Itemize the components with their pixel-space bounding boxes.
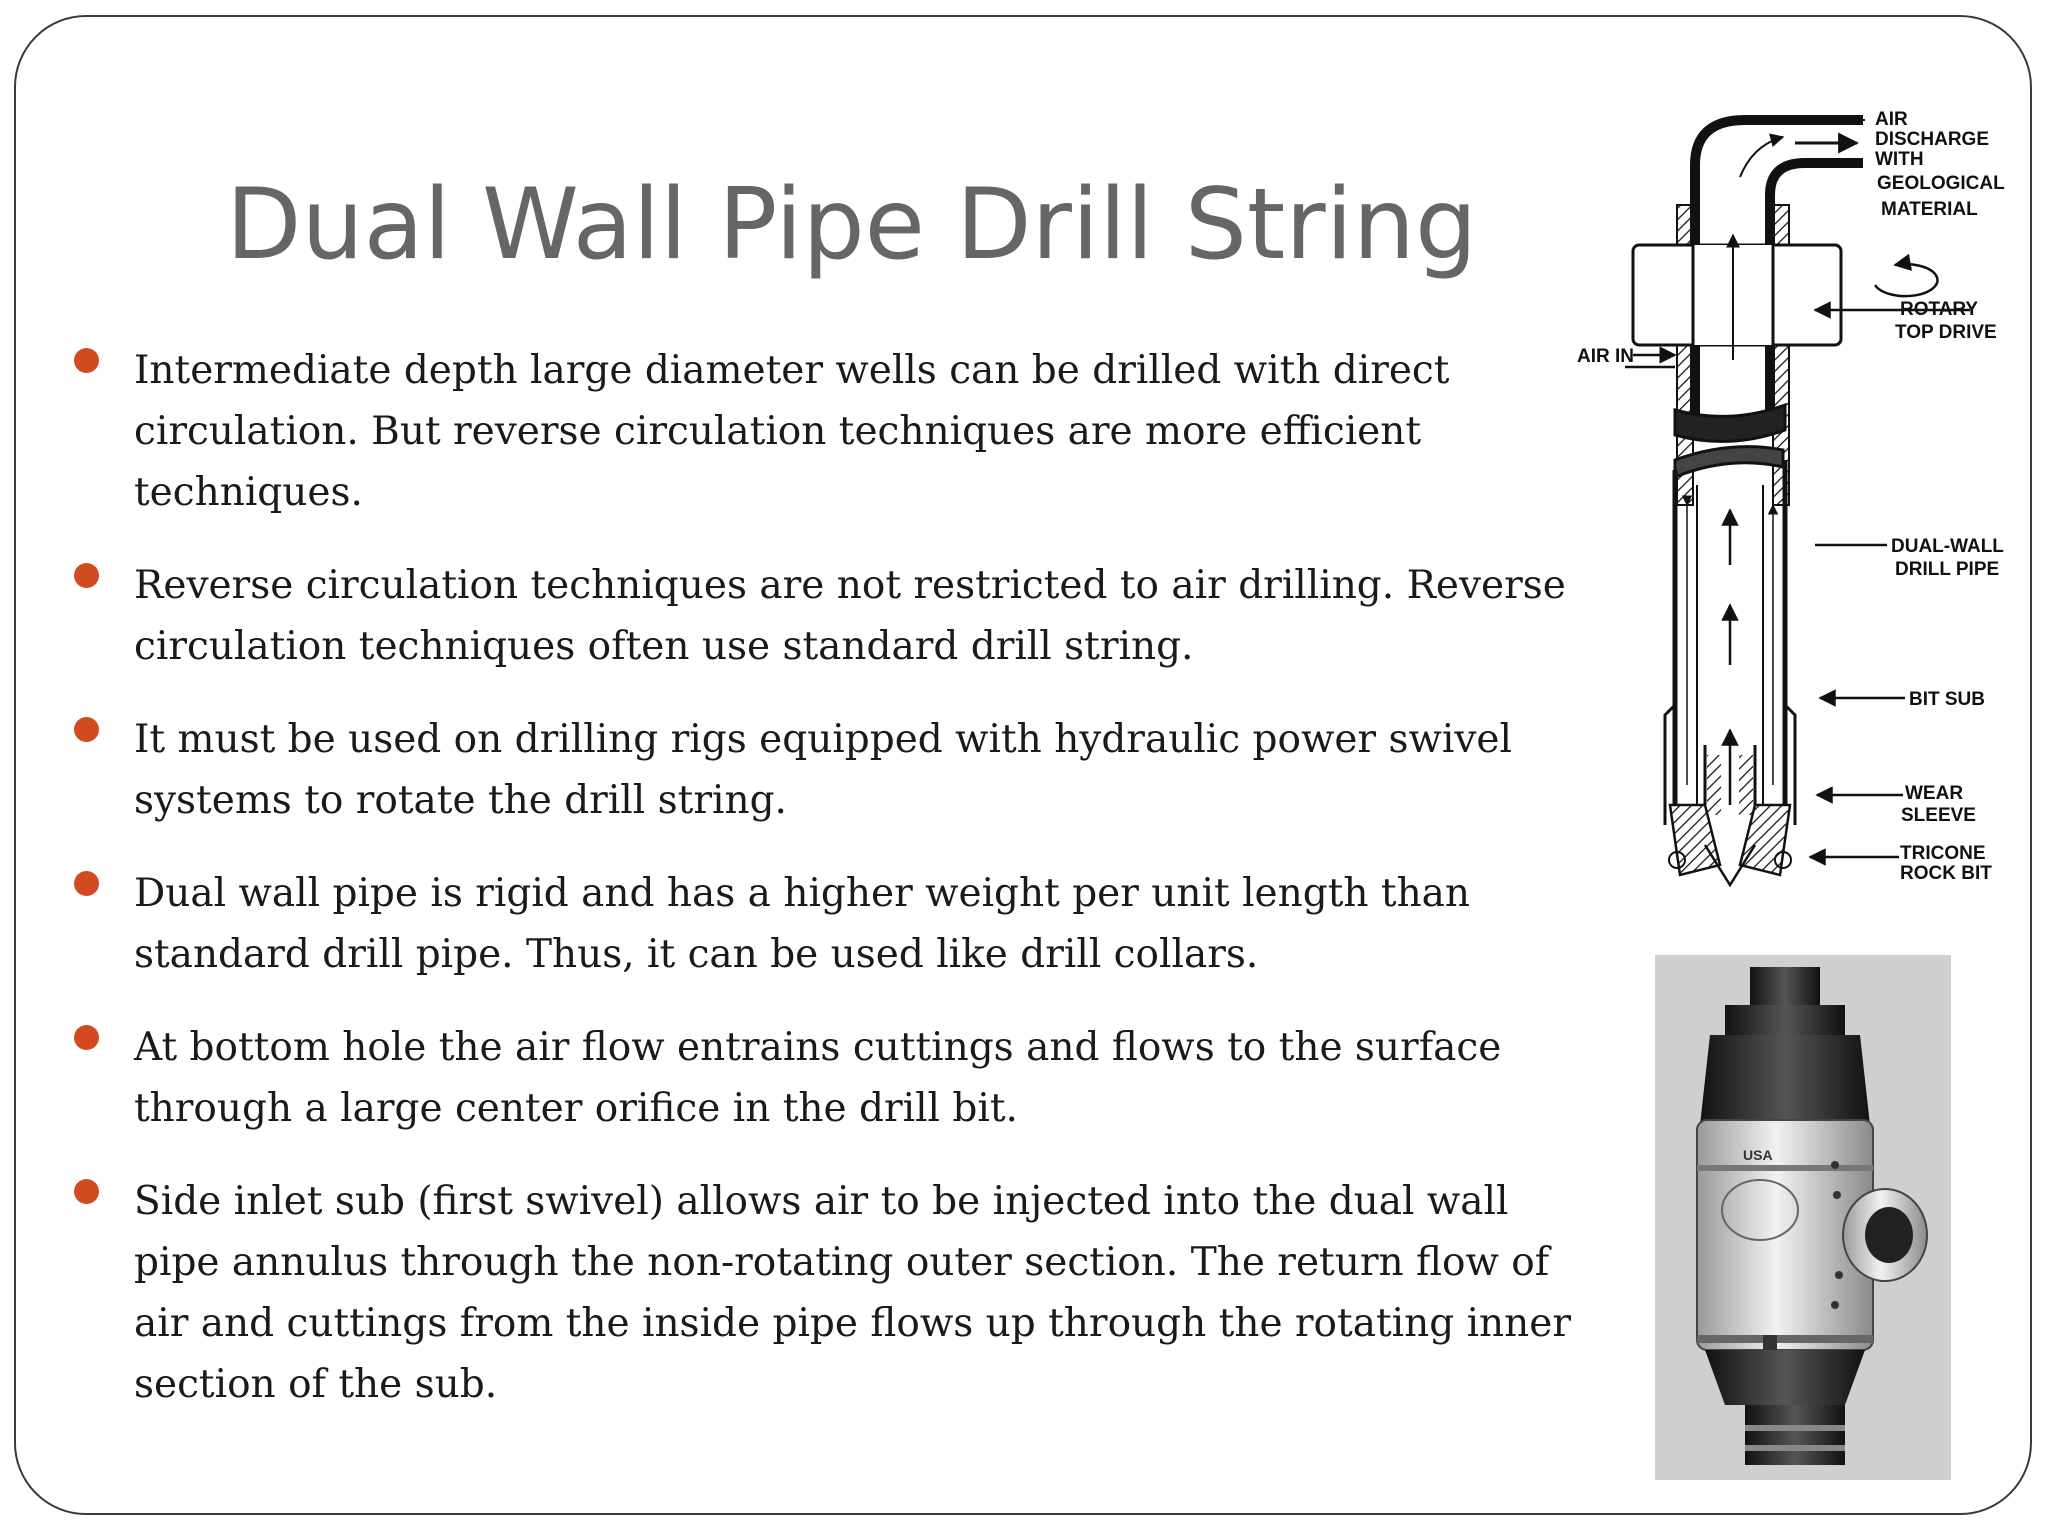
label-rotary-line2: TOP DRIVE: [1895, 322, 1997, 343]
bullet-item: [72, 340, 1572, 523]
label-air-discharge-line5: MATERIAL: [1881, 199, 1978, 220]
bullet-item: [72, 863, 1572, 985]
tricone-rock-bit: [1669, 805, 1791, 885]
bullet-dot-icon: [74, 563, 99, 588]
bullet-dot-icon: [74, 871, 99, 896]
label-wear-line1: WEAR: [1905, 783, 1964, 804]
bullet-text: It must be used on drilling rigs equipped with hydraulic power swivel systems to rotate the drill string.: [134, 717, 1512, 823]
label-air-discharge-line1: AIR: [1875, 109, 1908, 130]
bullet-text: Reverse circulation techniques are not restricted to air drilling. Reverse circulation techniques often use standard drill string.: [134, 563, 1566, 669]
bullet-item: [72, 709, 1572, 831]
bullet-text: Side inlet sub (first swivel) allows air to be injected into the dual wall pipe annulus through the non-rotating outer section. The return flow of air and cuttings from the inside pipe flows up through the rotating inner section of the sub.: [134, 1179, 1572, 1407]
bullet-dot-icon: [74, 348, 99, 373]
label-dual-wall-line2: DRILL PIPE: [1895, 559, 2000, 580]
bullet-dot-icon: [74, 717, 99, 742]
bullet-dot-icon: [74, 1179, 99, 1204]
label-bit-sub: BIT SUB: [1909, 689, 1985, 710]
sub-marking-usa: USA: [1743, 1147, 1773, 1163]
label-rotary-line1: ROTARY: [1900, 299, 1979, 320]
label-air-discharge-line3: WITH: [1875, 149, 1924, 170]
bullet-text: Dual wall pipe is rigid and has a higher weight per unit length than standard drill pipe. Thus, it can be used like drill collars.: [134, 871, 1471, 977]
bullet-text: Intermediate depth large diameter wells can be drilled with direct circulation. But reverse circulation techniques are more efficient techniques.: [134, 348, 1450, 515]
label-air-in: AIR IN: [1577, 346, 1634, 367]
label-tricone-line2: ROCK BIT: [1900, 863, 1992, 884]
bullet-item: [72, 1171, 1572, 1415]
bullet-dot-icon: [74, 1025, 99, 1050]
side-inlet-sub-photo: [1655, 955, 1951, 1480]
label-wear-line2: SLEEVE: [1901, 805, 1976, 826]
bullet-text: At bottom hole the air flow entrains cuttings and flows to the surface through a large center orifice in the drill bit.: [134, 1025, 1502, 1131]
label-dual-wall-line1: DUAL-WALL: [1891, 536, 2004, 557]
bullet-list: [72, 340, 1572, 1447]
label-air-discharge-line2: DISCHARGE: [1875, 129, 1990, 150]
bullet-item: [72, 555, 1572, 677]
slide-title: Dual Wall Pipe Drill String: [226, 168, 1478, 282]
drill-string-diagram: [1565, 105, 2015, 915]
bullet-item: [72, 1017, 1572, 1139]
label-air-discharge-line4: GEOLOGICAL: [1877, 173, 2005, 194]
label-tricone-line1: TRICONE: [1900, 843, 1986, 864]
